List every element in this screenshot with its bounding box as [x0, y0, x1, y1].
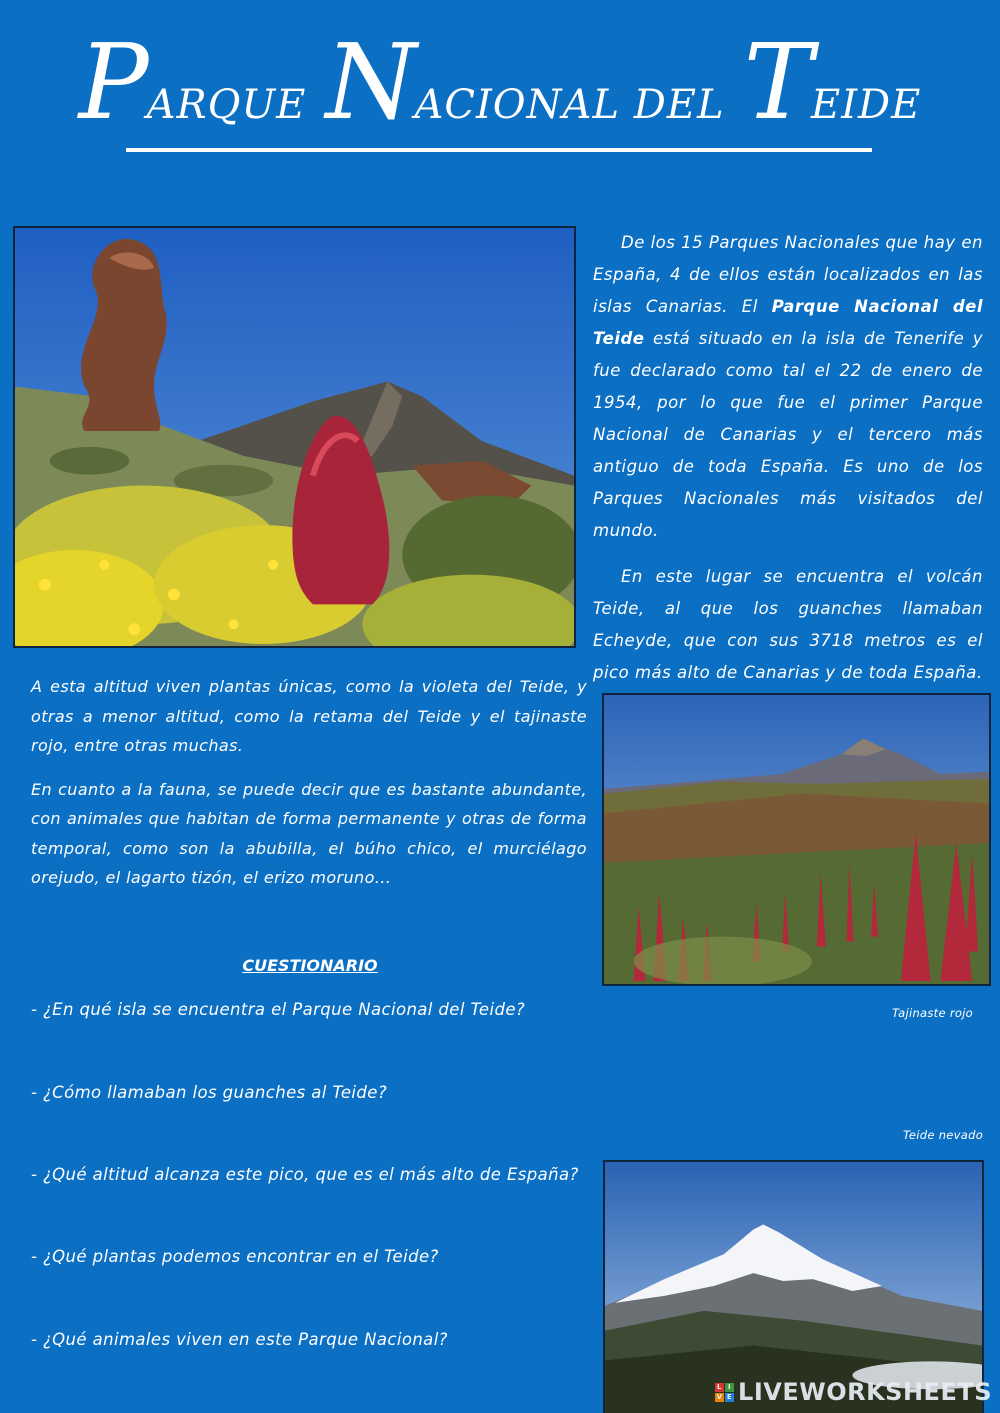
title-rest-teide: EIDE: [811, 82, 922, 128]
question-3: - ¿Qué altitud alcanza este pico, que es el más alto de España?: [31, 1165, 579, 1184]
flora-paragraph: A esta altitud viven plantas únicas, como la violeta del Teide, y otras a menor altitud, como la retama del Teide y el tajinaste rojo, entre otras muchas.: [31, 677, 587, 755]
page-title: [0, 21, 1000, 143]
intro-paragraph-2: En este lugar se encuentra el volcán Teide, al que los guanches llamaban Echeyde, que con sus 3718 metros es el pico más alto de Canarias y de toda España.: [593, 567, 983, 682]
question-1: - ¿En qué isla se encuentra el Parque Nacional del Teide?: [31, 1000, 526, 1019]
photo-roque-teide-image: [15, 228, 574, 646]
photo-tajinaste: [602, 693, 991, 986]
title-underline: [126, 148, 872, 152]
question-5: - ¿Qué animales viven en este Parque Nacional?: [31, 1330, 448, 1349]
intro-paragraph-1: De los 15 Parques Nacionales que hay en España, 4 de ellos están localizados en las islas Canarias. El Parque Nacional del Teide está situado en la isla de Tenerife y fue declarado como tal el 22 de enero de 1954, por lo que fue el primer Parque Nacional de Canarias y el tercero más antiguo de toda España. Es uno de los Parques Nacionales más visitados del mundo.: [593, 233, 983, 540]
photo-roque-teide: [13, 226, 576, 648]
photo-teide-nevado: [603, 1160, 984, 1413]
liveworksheets-watermark: [715, 1378, 992, 1406]
title-cap-p: P: [78, 21, 147, 143]
caption-tajinaste: Tajinaste rojo: [892, 1006, 974, 1020]
title-cap-n: N: [325, 21, 415, 143]
question-4: - ¿Qué plantas podemos encontrar en el Teide?: [31, 1247, 439, 1266]
flora-fauna-text: [31, 672, 587, 893]
quiz-heading: CUESTIONARIO: [242, 956, 378, 975]
question-2: - ¿Cómo llamaban los guanches al Teide?: [31, 1083, 387, 1102]
fauna-paragraph: En cuanto a la fauna, se puede decir que es bastante abundante, con animales que habitan de forma permanente y otras de forma temporal, como son la abubilla, el búho chico, el murciélago orejudo, el lagarto tizón, el erizo moruno...: [31, 779, 587, 887]
liveworksheets-text: LIVEWORKSHEETS: [738, 1378, 992, 1406]
title-rest-parque: ARQUE: [146, 82, 307, 128]
liveworksheets-logo-icon: L I V E: [716, 1382, 733, 1401]
photo-teide-nevado-image: [605, 1162, 982, 1413]
intro-text: [593, 227, 983, 689]
title-cap-t: T: [743, 21, 812, 143]
caption-teide-nevado: Teide nevado: [903, 1128, 984, 1142]
park-name-bold: Parque Nacional del Teide: [593, 297, 983, 348]
title-rest-nacional: ACIONAL DEL: [414, 82, 725, 128]
photo-tajinaste-image: [604, 695, 989, 984]
